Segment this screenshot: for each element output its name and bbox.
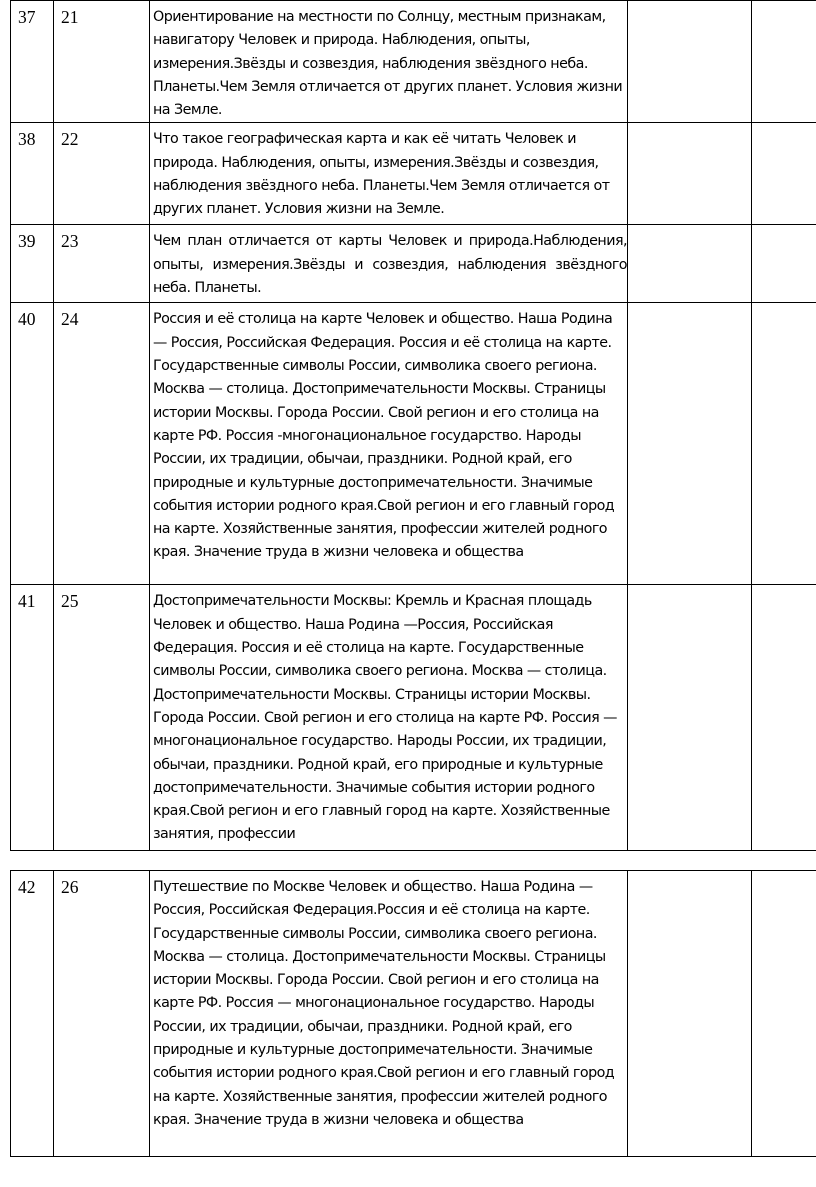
table-row	[11, 123, 816, 225]
lesson-number: 23	[54, 225, 150, 303]
lesson-number: 22	[54, 123, 150, 225]
empty-cell-note	[752, 871, 816, 1157]
empty-cell-note	[752, 303, 816, 585]
empty-cell-date	[628, 1, 752, 123]
lesson-number: 21	[54, 1, 150, 123]
lesson-topic	[150, 585, 628, 851]
empty-cell-date	[628, 123, 752, 225]
empty-cell-note	[752, 123, 816, 225]
lesson-number: 24	[54, 303, 150, 585]
empty-cell-note	[752, 585, 816, 851]
lesson-topic-text: Путешествие по Москве Человек и общество. Наша Родина — Россия, Российская Федерация.Россия и её столица на карте. Государственные символы России, символика своего региона. Москва — столица. Достопримечательности Москвы. Страницы истории Москвы. Города России. Свой регион и его столица на карте РФ. Россия — многонациональное государство. Народы России, их традиции, обычаи, праздники. Родной край, его природные и культурные достопримечательности. Значимые события истории родного края.Свой регион и его главный город на карте. Хозяйственные занятия, профессии жителей родного края. Значение труда в жизни человека и общества	[153, 879, 615, 1128]
table-row	[11, 303, 816, 585]
row-number: 37	[11, 1, 54, 123]
lesson-topic-text: Что такое географическая карта и как её читать Человек и природа. Наблюдения, опыты, измерения.Звёзды и созвездия, наблюдения звёздного неба. Планеты.Чем Земля отличается от других планет. Условия жизни на Земле.	[153, 131, 610, 218]
lesson-topic-text: Достопримечательности Москвы: Кремль и Красная площадь Человек и общество. Наша Родина —Россия, Российская Федерация. Россия и её столица на карте. Государственные символы России, символика своего региона. Москва — столица. Достопримечательности Москвы. Страницы истории Москвы. Города России. Свой регион и его столица на карте РФ. Россия — многонациональное государство. Народы России, их традиции, обычаи, праздники. Родной край, его природные и культурные достопримечательности. Значимые события истории родного края.Свой регион и его главный город на карте. Хозяйственные занятия, профессии	[153, 593, 617, 843]
table-row	[11, 871, 816, 1157]
row-number: 40	[11, 303, 54, 585]
lesson-topic	[150, 303, 628, 585]
row-number: 39	[11, 225, 54, 303]
table-row	[11, 225, 816, 303]
row-number: 42	[11, 871, 54, 1157]
lesson-topic	[150, 871, 628, 1157]
row-number: 38	[11, 123, 54, 225]
lesson-number: 25	[54, 585, 150, 851]
empty-cell-note	[752, 225, 816, 303]
empty-cell-date	[628, 303, 752, 585]
table-row	[11, 585, 816, 851]
empty-cell-date	[628, 225, 752, 303]
empty-cell-date	[628, 871, 752, 1157]
lesson-topic-text: Россия и её столица на карте Человек и общество. Наша Родина — Россия, Российская Федерация. Россия и её столица на карте. Государственные символы России, символика своего региона. Москва — столица. Достопримечательности Москвы. Страницы истории Москвы. Города России. Свой регион и его столица на карте РФ. Россия -многонациональное государство. Народы России, их традиции, обычаи, праздники. Родной край, его природные и культурные достопримечательности. Значимые события истории родного края.Свой регион и его главный город на карте. Хозяйственные занятия, профессии жителей родного края. Значение труда в жизни человека и общества	[153, 311, 615, 561]
lesson-table-top	[10, 0, 816, 851]
table-row	[11, 1, 816, 123]
empty-cell-note	[752, 1, 816, 123]
lesson-topic	[150, 1, 628, 123]
row-number: 41	[11, 585, 54, 851]
lesson-topic	[150, 123, 628, 225]
lesson-topic-text: Ориентирование на местности по Солнцу, местным признакам, навигатору Человек и природа. Наблюдения, опыты, измерения.Звёзды и созвездия, наблюдения звёздного неба. Планеты.Чем Земля отличается от других планет. Условия жизни на Земле.	[153, 9, 623, 119]
lesson-number: 26	[54, 871, 150, 1157]
lesson-topic	[150, 225, 628, 303]
lesson-table-bottom	[10, 870, 816, 1157]
lesson-topic-text: Чем план отличается от карты Человек и природа.Наблюдения, опыты, измерения.Звёзды и созвездия, наблюдения звёздного неба. Планеты.	[153, 233, 627, 297]
empty-cell-date	[628, 585, 752, 851]
